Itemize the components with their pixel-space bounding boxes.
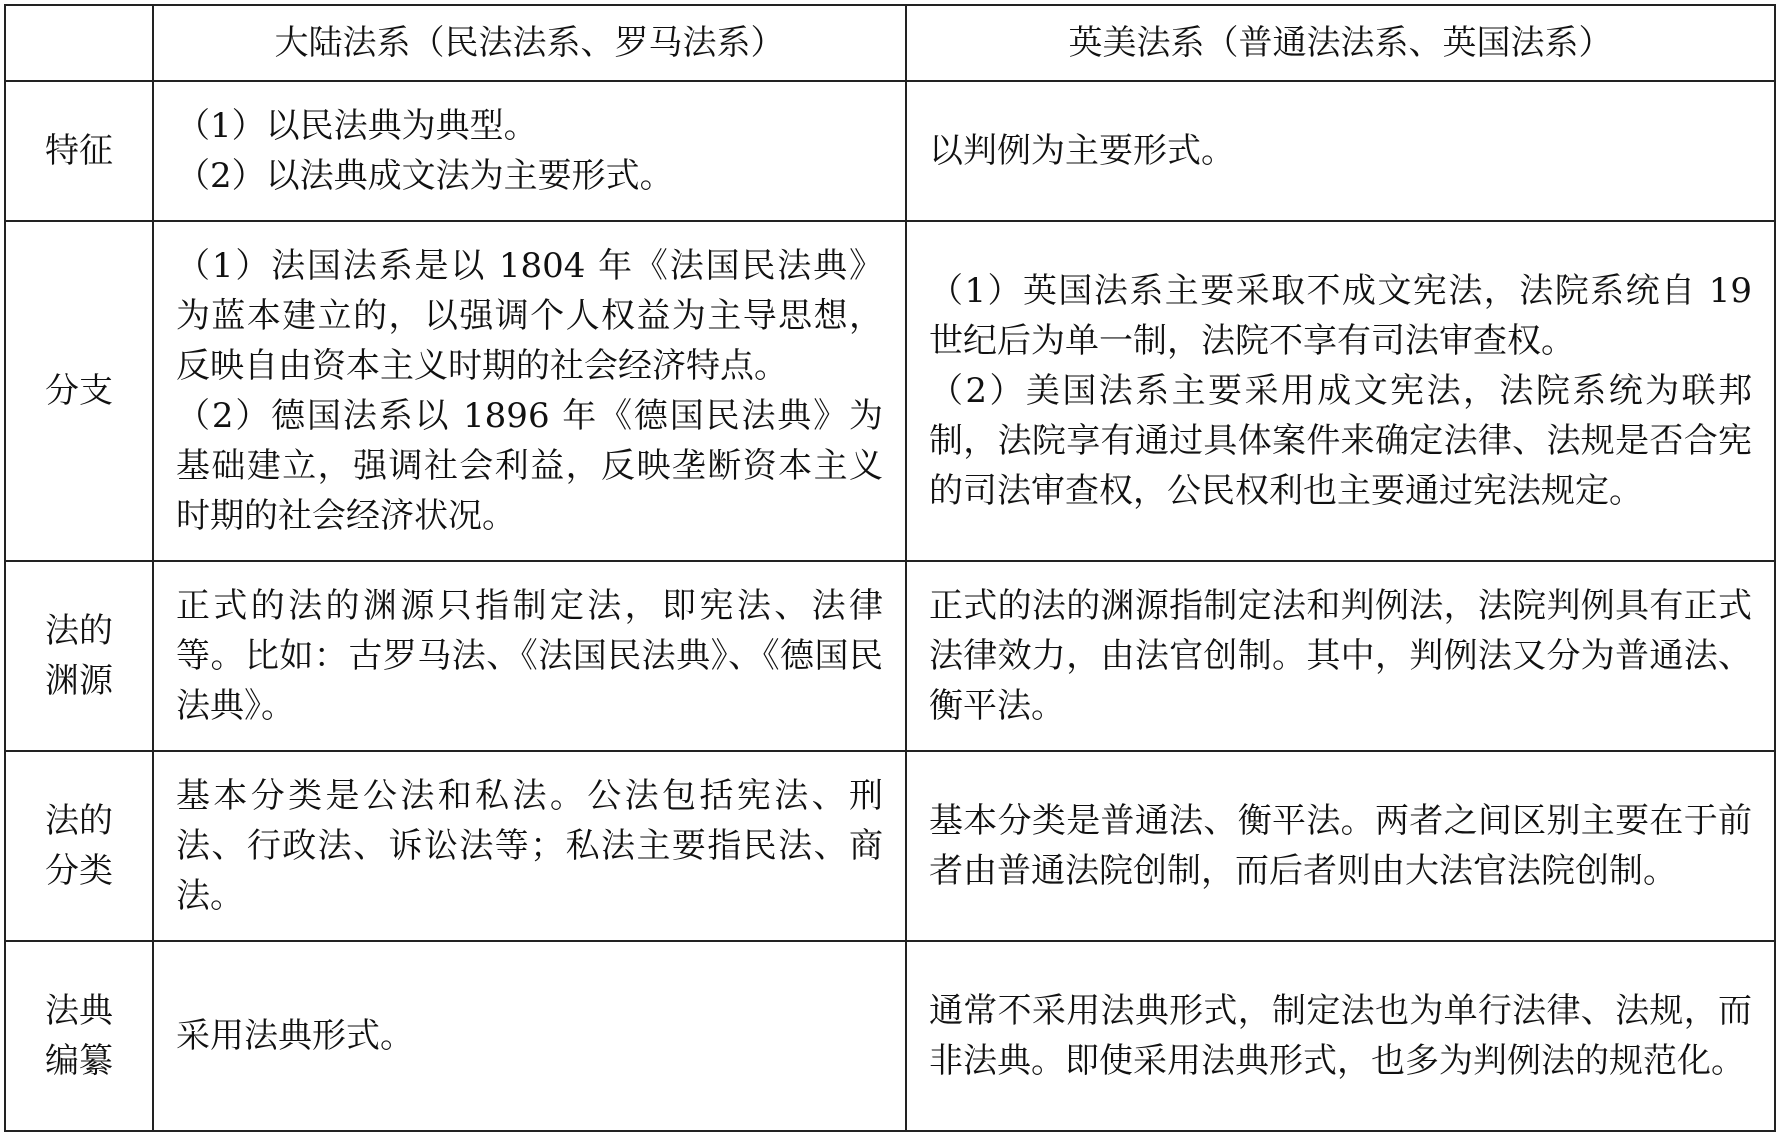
cell-paragraph: 以判例为主要形式。 <box>929 131 1235 171</box>
table-row <box>5 221 1775 561</box>
cell-paragraph: （2）德国法系以 1896 年《德国民法典》为基础建立，强调社会利益，反映垄断资本主义时期的社会经济状况。 <box>176 396 883 536</box>
row-label-branches: 分支 <box>5 221 153 561</box>
table-row <box>5 751 1775 941</box>
table-row <box>5 561 1775 751</box>
row-label-features: 特征 <box>5 81 153 221</box>
cell-paragraph: 采用法典形式。 <box>176 1016 414 1056</box>
header-common-law: 英美法系（普通法法系、英国法系） <box>906 5 1775 81</box>
cell-paragraph: 基本分类是公法和私法。公法包括宪法、刑法、行政法、诉讼法等；私法主要指民法、商法。 <box>176 776 883 916</box>
table-header-row <box>5 5 1775 81</box>
common-law-classification-cell <box>906 751 1775 941</box>
civil-law-sources-cell <box>153 561 906 751</box>
row-label-codification <box>5 941 153 1131</box>
header-corner-cell <box>5 5 153 81</box>
common-law-branches-cell <box>906 221 1775 561</box>
cell-paragraph: 通常不采用法典形式，制定法也为单行法律、法规，而非法典。即使采用法典形式，也多为判例法的规范化。 <box>929 991 1752 1081</box>
cell-paragraph: （1）以民法典为典型。 <box>176 106 538 146</box>
cell-paragraph: 正式的法的渊源指制定法和判例法，法院判例具有正式法律效力，由法官创制。其中，判例法又分为普通法、衡平法。 <box>929 586 1752 726</box>
common-law-sources-cell <box>906 561 1775 751</box>
civil-law-codification-cell <box>153 941 906 1131</box>
civil-law-branches-cell <box>153 221 906 561</box>
row-label-classification <box>5 751 153 941</box>
cell-paragraph: 基本分类是普通法、衡平法。两者之间区别主要在于前者由普通法院创制，而后者则由大法官法院创制。 <box>929 801 1752 891</box>
table-row <box>5 81 1775 221</box>
civil-law-features-cell <box>153 81 906 221</box>
table-row <box>5 941 1775 1131</box>
civil-law-classification-cell <box>153 751 906 941</box>
cell-paragraph: （2）以法典成文法为主要形式。 <box>176 156 674 196</box>
common-law-codification-cell <box>906 941 1775 1131</box>
comparison-table-container <box>4 4 1774 1132</box>
row-label-text: 法的 分类 <box>45 801 113 891</box>
common-law-features-cell <box>906 81 1775 221</box>
row-label-text: 法典 编纂 <box>45 991 113 1081</box>
cell-paragraph: 正式的法的渊源只指制定法，即宪法、法律等。比如：古罗马法、《法国民法典》、《德国民法典》。 <box>176 586 883 726</box>
row-label-text: 法的 渊源 <box>45 611 113 701</box>
row-label-sources <box>5 561 153 751</box>
legal-systems-comparison-table <box>4 4 1776 1132</box>
cell-paragraph: （1）法国法系是以 1804 年《法国民法典》为蓝本建立的，以强调个人权益为主导思想，反映自由资本主义时期的社会经济特点。 <box>176 246 883 386</box>
cell-paragraph: （2）美国法系主要采用成文宪法，法院系统为联邦制，法院享有通过具体案件来确定法律、法规是否合宪的司法审查权，公民权利也主要通过宪法规定。 <box>929 371 1752 511</box>
header-civil-law: 大陆法系（民法法系、罗马法系） <box>153 5 906 81</box>
cell-paragraph: （1）英国法系主要采取不成文宪法，法院系统自 19 世纪后为单一制，法院不享有司法审查权。 <box>929 271 1752 361</box>
